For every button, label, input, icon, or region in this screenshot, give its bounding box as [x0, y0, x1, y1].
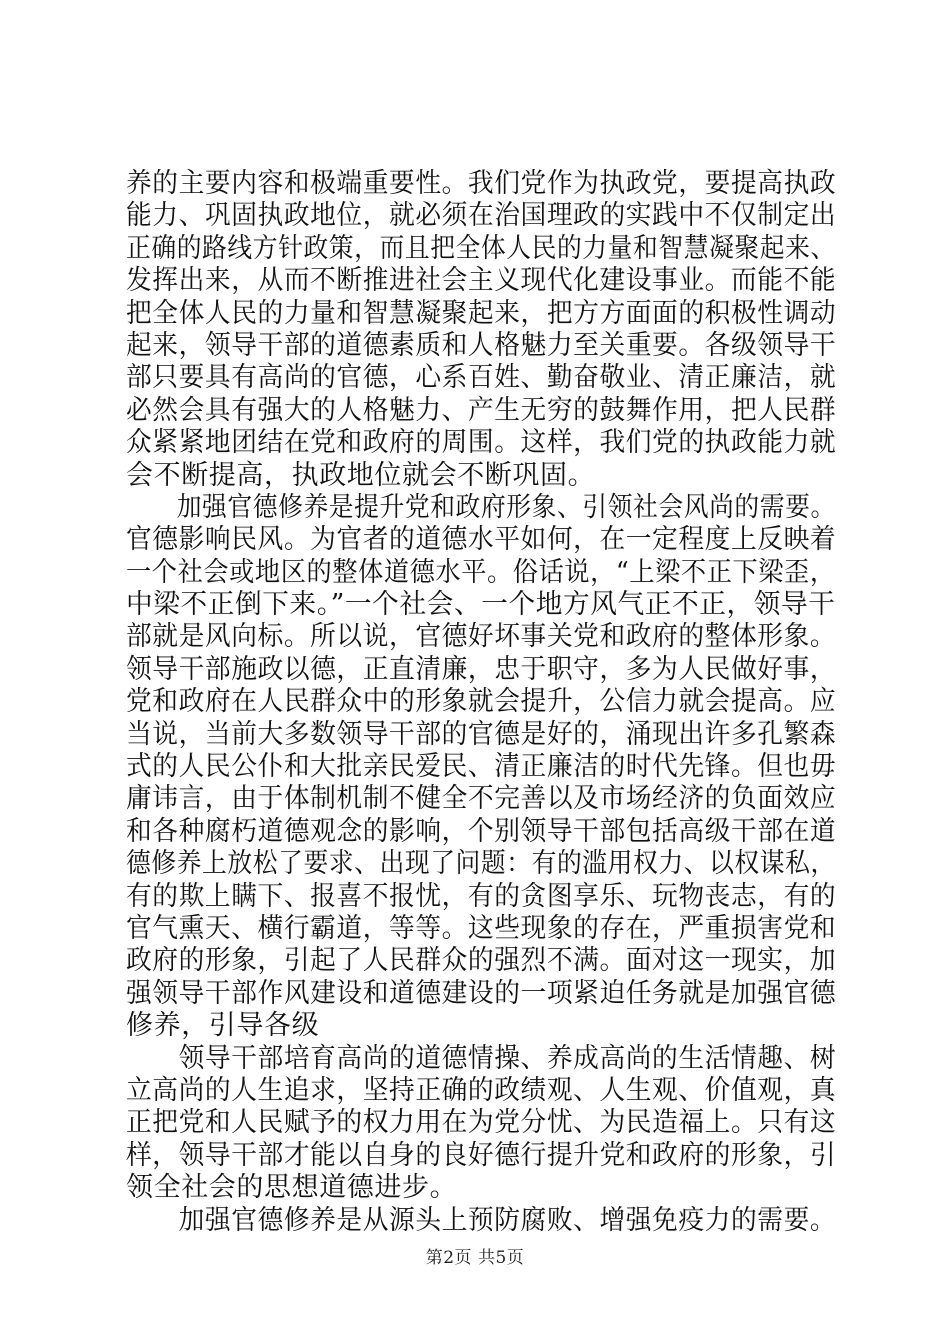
text-line: 一个社会或地区的整体道德水平。俗话说，“上梁不正下梁歪， — [126, 556, 836, 588]
body-text — [126, 168, 836, 1237]
text-line: 发挥出来，从而不断推进社会主义现代化建设事业。而能不能 — [126, 265, 837, 297]
text-line: 党和政府在人民群众中的形象就会提升，公信力就会提高。应 — [126, 686, 837, 718]
text-line: 有的欺上瞒下、报喜不报忧，有的贪图享乐、玩物丧志，有的 — [126, 880, 837, 912]
text-line: 养的主要内容和极端重要性。我们党作为执政党，要提高执政 — [126, 168, 837, 199]
text-line: 中梁不正倒下来。”一个社会、一个地方风气正不正，领导干 — [126, 589, 836, 621]
text-line: 和各种腐朽道德观念的影响，个别领导干部包括高级干部在道 — [126, 815, 837, 847]
page-footer: 第2页 共5页 — [425, 1248, 525, 1268]
text-line: 部只要具有高尚的官德，心系百姓、勤奋敬业、清正廉洁，就 — [126, 362, 837, 394]
text-line: 德修养上放松了要求、出现了问题：有的滥用权力、以权谋私， — [126, 848, 836, 880]
text-line: 部就是风向标。所以说，官德好坏事关党和政府的整体形象。 — [126, 621, 837, 653]
text-line: 加强官德修养是提升党和政府形象、引领社会风尚的需要。 — [126, 491, 836, 523]
text-line: 政府的形象，引起了人民群众的强烈不满。面对这一现实，加 — [126, 945, 837, 977]
text-line: 官德影响民风。为官者的道德水平如何，在一定程度上反映着 — [126, 524, 837, 556]
text-line: 正确的路线方针政策，而且把全体人民的力量和智慧凝聚起来、 — [126, 232, 836, 264]
text-line: 立高尚的人生追求，坚持正确的政绩观、人生观、价值观，真 — [126, 1074, 837, 1106]
text-line: 领导干部施政以德，正直清廉，忠于职守，多为人民做好事， — [126, 653, 837, 685]
text-line: 众紧紧地团结在党和政府的周围。这样，我们党的执政能力就 — [126, 427, 837, 459]
text-line: 领全社会的思想道德进步。 — [126, 1172, 458, 1204]
text-line: 会不断提高，执政地位就会不断巩固。 — [126, 459, 596, 491]
text-line: 当说，当前大多数领导干部的官德是好的，涌现出许多孔繁森 — [126, 718, 837, 750]
text-line: 式的人民公仆和大批亲民爱民、清正廉洁的时代先锋。但也毋 — [126, 751, 837, 783]
text-line: 官气熏天、横行霸道，等等。这些现象的存在，严重损害党和 — [126, 912, 837, 944]
text-line: 加强官德修养是从源头上预防腐败、增强免疫力的需要。 — [126, 1204, 837, 1236]
text-line: 强领导干部作风建设和道德建设的一项紧迫任务就是加强官德 — [126, 977, 837, 1009]
text-line: 必然会具有强大的人格魅力、产生无穷的鼓舞作用，把人民群 — [126, 394, 837, 426]
text-line: 正把党和人民赋予的权力用在为党分忧、为民造福上。只有这 — [126, 1107, 837, 1139]
text-line: 能力、巩固执政地位，就必须在治国理政的实践中不仅制定出 — [126, 200, 837, 232]
text-line: 庸讳言，由于体制机制不健全不完善以及市场经济的负面效应 — [126, 783, 837, 815]
text-line: 样，领导干部才能以自身的良好德行提升党和政府的形象，引 — [126, 1139, 837, 1171]
text-line: 起来，领导干部的道德素质和人格魅力至关重要。各级领导干 — [126, 329, 837, 361]
text-line: 把全体人民的力量和智慧凝聚起来，把方方面面的积极性调动 — [126, 297, 837, 329]
text-line: 领导干部培育高尚的道德情操、养成高尚的生活情趣、树 — [126, 1042, 837, 1074]
text-line: 修养，引导各级 — [126, 1010, 320, 1042]
